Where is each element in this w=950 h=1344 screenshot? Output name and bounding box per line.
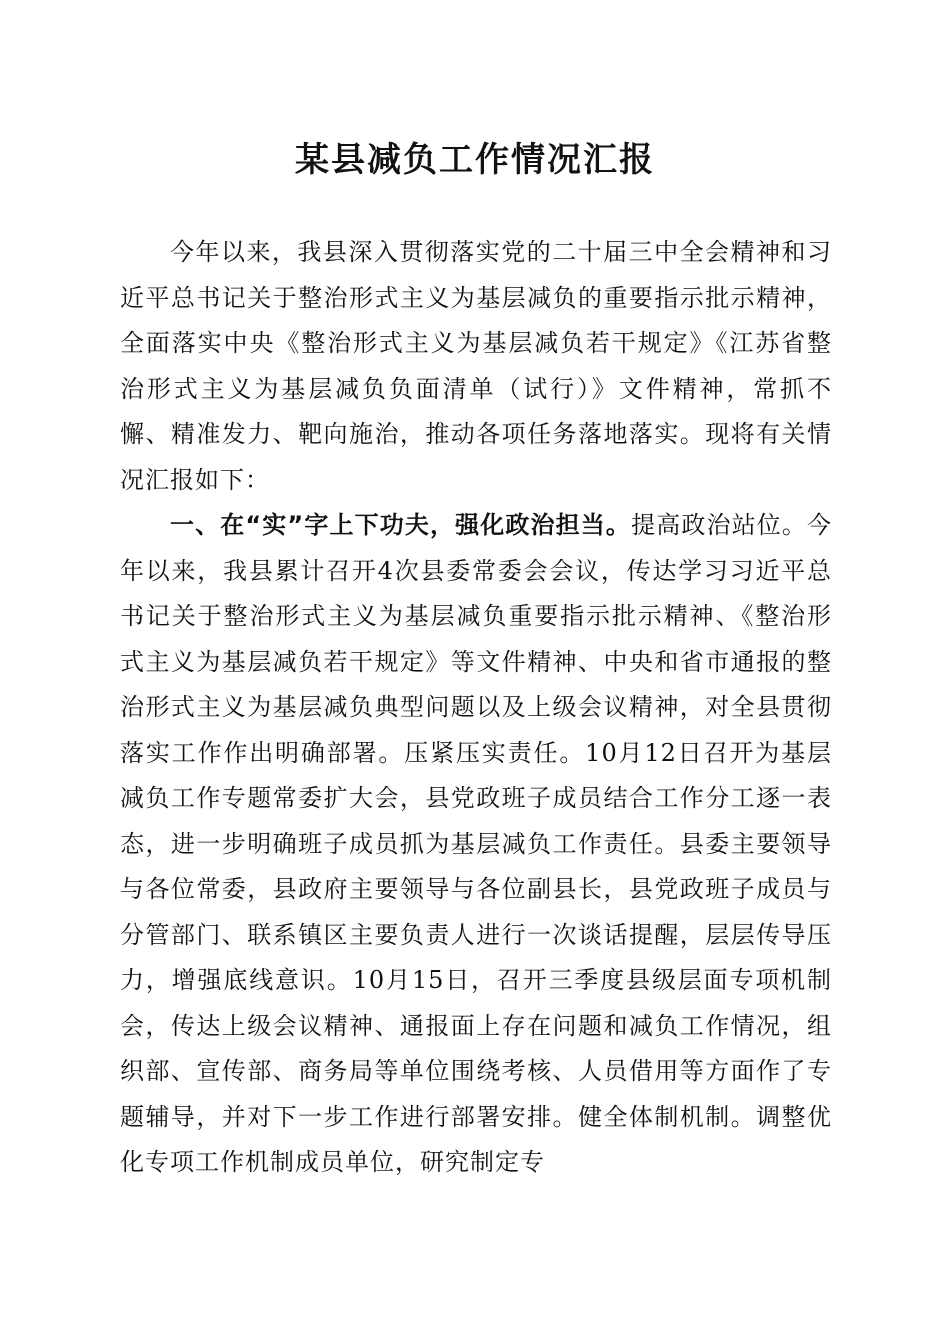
intro-paragraph: 今年以来，我县深入贯彻落实党的二十届三中全会精神和习近平总书记关于整治形式主义为基层减负的重要指示批示精神，全面落实中央《整治形式主义为基层减负若干规定》《江苏省整治形式主义为基层减负负面清单（试行）》文件精神，常抓不懈、精准发力、靶向施治，推动各项任务落地落实。现将有关情况汇报如下： bbox=[120, 238, 832, 494]
section-1-paragraph bbox=[120, 503, 832, 1186]
document-title: 某县减负工作情况汇报 bbox=[295, 140, 655, 180]
document-body bbox=[120, 230, 832, 1186]
section-1-heading: 一、在“实”字上下功夫，强化政治担当。 bbox=[170, 511, 632, 539]
section-1-body: 提高政治站位。今年以来，我县累计召开4次县委常委会会议，传达学习习近平总书记关于整治形式主义为基层减负重要指示批示精神、《整治形式主义为基层减负若干规定》等文件精神、中央和省市通报的整治形式主义为基层减负典型问题以及上级会议精神，对全县贯彻落实工作作出明确部署。压紧压实责任。10月12日召开为基层减负工作专题常委扩大会，县党政班子成员结合工作分工逐一表态，进一步明确班子成员抓为基层减负工作责任。县委主要领导与各位常委，县政府主要领导与各位副县长，县党政班子成员与分管部门、联系镇区主要负责人进行一次谈话提醒，层层传导压力，增强底线意识。10月15日，召开三季度县级层面专项机制会，传达上级会议精神、通报面上存在问题和减负工作情况，组织部、宣传部、商务局等单位围绕考核、人员借用等方面作了专题辅导，并对下一步工作进行部署安排。健全体制机制。调整优化专项工作机制成员单位，研究制定专 bbox=[120, 511, 833, 1176]
